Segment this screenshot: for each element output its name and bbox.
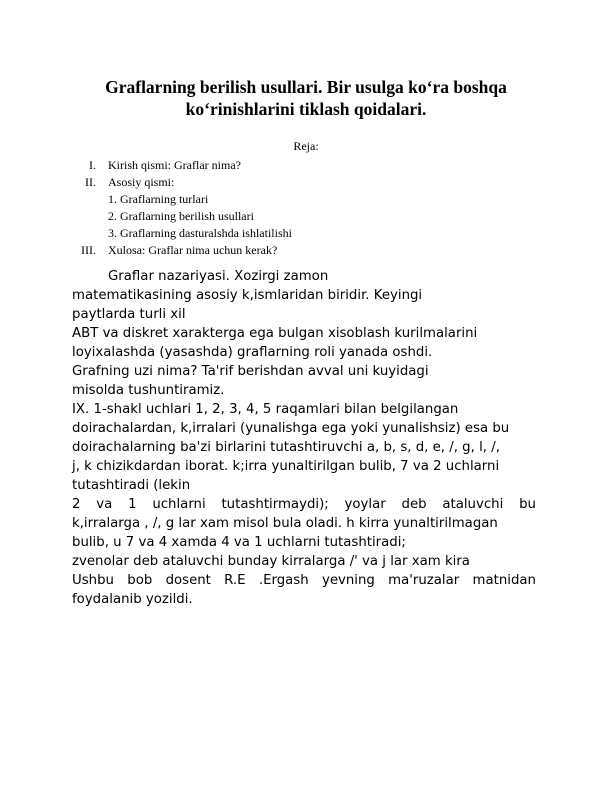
body-word: 1 (128, 497, 137, 512)
plan-heading (0, 138, 612, 154)
body-word: matnidan (472, 573, 536, 588)
body-line: loyixalashda (yasashda) graflarning roli yanada oshdi. (72, 345, 433, 360)
body-word: dosent (165, 573, 211, 588)
body-line: paytlarda turli xil (72, 307, 186, 322)
body-word: ataluvchi (442, 497, 504, 512)
body-word: 2 (72, 497, 81, 512)
body-word: tutashtirmaydi); (221, 497, 329, 512)
body-line: bulib, u 7 va 4 xamda 4 va 1 uchlarni tutashtiradi; (72, 535, 406, 550)
plan-outline (72, 157, 542, 259)
body-word: bu (519, 497, 536, 512)
body-line: j, k chizikdardan iborat. k;irra yunaltirilgan bulib, 7 va 2 uchlarni (72, 459, 500, 474)
body-line: ABT va diskret xarakterga ega bulgan xisoblash kurilmalarini (72, 326, 478, 341)
body-line: tutashtiradi (lekin (72, 478, 191, 493)
body-line: Graflar nazariyasi. Xozirgi zamon (108, 269, 329, 284)
body-word: yoylar (344, 497, 386, 512)
body-line: foydalanib yozildi. (72, 592, 193, 607)
body-word: uchlarni (152, 497, 206, 512)
body-line: matematikasining asosiy k,ismlaridan biridir. Keyingi (72, 288, 423, 303)
plan-subitem: 2. Graflarning berilish usullari (108, 209, 254, 223)
plan-item-number: III. (81, 243, 96, 257)
title-line-2: koʻrinishlarini tiklash qoidalari. (185, 99, 427, 119)
plan-item (72, 242, 542, 259)
body-word: .Ergash (258, 573, 309, 588)
body-line: Grafning uzi nima? Ta'rif berishdan avval uni kuyidagi (72, 364, 429, 379)
body-line-justified (72, 571, 536, 590)
body-text (72, 267, 536, 609)
body-word: Ushbu (72, 573, 114, 588)
body-line-justified (72, 495, 536, 514)
body-line: misolda tushuntiramiz. (72, 383, 225, 398)
plan-item-text: Asosiy qismi: (108, 175, 175, 189)
body-word: ma'ruzalar (388, 573, 460, 588)
body-line: doirachalarning ba'zi birlarini tutashtiruvchi a, b, s, d, e, /, g, l, /, (72, 440, 500, 455)
plan-item (72, 174, 542, 191)
body-line: zvenolar deb ataluvchi bunday kirralarga /' va j lar xam kira (72, 554, 470, 569)
plan-item-text: Kirish qismi: Graflar nima? (108, 158, 241, 172)
plan-subitem: 1. Graflarning turlari (108, 192, 209, 206)
body-word: yevning (321, 573, 375, 588)
body-line: doirachalardan, k,irralari (yunalishga ega yoki yunalishsiz) esa bu (72, 421, 510, 436)
plan-item-number: II. (85, 175, 96, 189)
body-word: R.E (224, 573, 246, 588)
plan-item-text: Xulosa: Graflar nima uchun kerak? (108, 243, 278, 257)
title-line-1: Graflarning berilish usullari. Bir usulga koʻra boshqa (105, 77, 507, 97)
body-word: bob (127, 573, 153, 588)
plan-item (72, 157, 542, 174)
document-title (72, 76, 540, 120)
body-word: deb (401, 497, 427, 512)
body-line: IX. 1-shakl uchlari 1, 2, 3, 4, 5 raqamlari bilan belgilangan (72, 402, 459, 417)
body-word: va (96, 497, 113, 512)
plan-item-number: I. (89, 158, 96, 172)
plan-subitem: 3. Graflarning dasturalshda ishlatilishi (108, 226, 292, 240)
body-line: k,irralarga , /, g lar xam misol bula oladi. h kirra yunaltirilmagan (72, 516, 498, 531)
plan-heading-text: Reja: (293, 139, 319, 153)
